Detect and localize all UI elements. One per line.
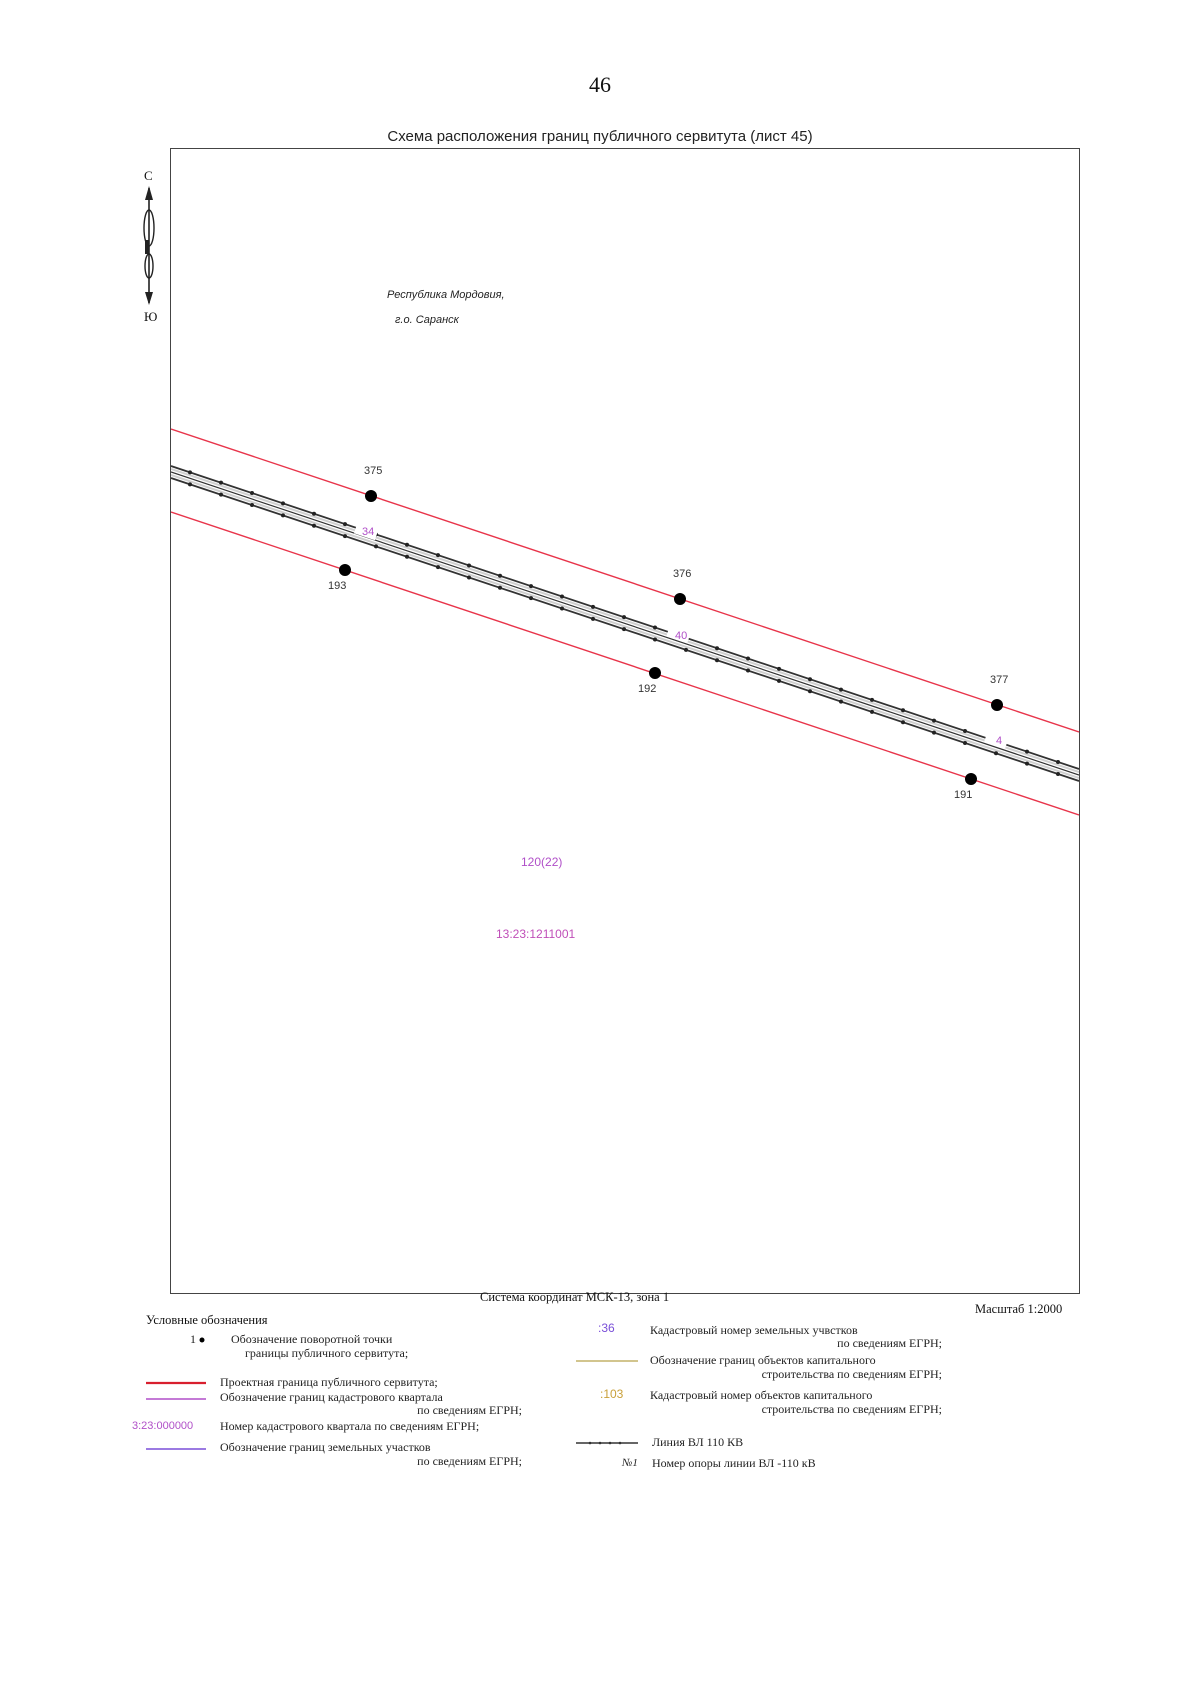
insulator-dot <box>467 575 471 579</box>
servitude-boundary-south <box>171 512 1079 815</box>
tower-label: 40 <box>675 630 688 642</box>
point-label-375: 375 <box>364 465 383 477</box>
legend-point-number: 1 <box>190 1332 196 1346</box>
insulator-dot <box>250 491 254 495</box>
map-scale: Масштаб 1:2000 <box>975 1302 1063 1316</box>
servitude-boundary-north <box>171 429 1079 732</box>
insulator-dot <box>715 658 719 662</box>
insulator-dot <box>932 719 936 723</box>
insulator-dot <box>1056 760 1060 764</box>
insulator-dot <box>808 689 812 693</box>
insulator-dot <box>622 615 626 619</box>
insulator-dot <box>498 586 502 590</box>
insulator-dot <box>994 751 998 755</box>
turning-point-376 <box>674 593 686 605</box>
legend-quarter-number-sample: 3:23:000000 <box>132 1420 194 1432</box>
insulator-dot <box>312 524 316 528</box>
insulator-dot <box>436 565 440 569</box>
power-line <box>171 466 1079 781</box>
legend-quarter-number-text: Номер кадастрового квартала по сведениям ЕГРН; <box>220 1419 480 1433</box>
insulator-dot <box>498 574 502 578</box>
legend-capital-number-text-1: Кадастровый номер объектов капитального <box>650 1388 873 1402</box>
insulator-dot <box>250 503 254 507</box>
insulator-dot <box>405 555 409 559</box>
insulator-dot <box>901 708 905 712</box>
insulator-dot <box>560 606 564 610</box>
insulator-dot <box>653 626 657 630</box>
insulator-dot <box>963 741 967 745</box>
legend-parcel-number-sample: :36 <box>598 1321 615 1335</box>
insulator-dot <box>653 638 657 642</box>
insulator-dot <box>684 648 688 652</box>
insulator-dot <box>281 501 285 505</box>
insulator-dot <box>219 493 223 497</box>
turning-point-375 <box>365 490 377 502</box>
insulator-dot <box>622 627 626 631</box>
coordinate-system: Система координат МСК-13, зона 1 <box>480 1290 670 1304</box>
insulator-dot <box>560 594 564 598</box>
insulator-dot <box>1025 750 1029 754</box>
insulator-dot <box>870 698 874 702</box>
insulator-dot <box>374 544 378 548</box>
insulator-dot <box>529 596 533 600</box>
insulator-dot <box>343 522 347 526</box>
tower-label: 34 <box>362 526 375 538</box>
legend-turning-point-text-2: границы публичного сервитута; <box>245 1346 409 1360</box>
insulator-dot <box>839 700 843 704</box>
insulator-dot <box>870 710 874 714</box>
insulator-dot <box>1025 762 1029 766</box>
insulator-dot <box>405 543 409 547</box>
insulator-dot <box>281 513 285 517</box>
insulator-dot <box>529 584 533 588</box>
region-name: Республика Мордовия, <box>387 289 505 301</box>
point-label-193: 193 <box>328 580 347 592</box>
legend-tower-number-text: Номер опоры линии ВЛ -110 кВ <box>652 1456 816 1470</box>
insulator-dot <box>591 605 595 609</box>
tower-label: 4 <box>996 735 1003 747</box>
insulator-dot <box>343 534 347 538</box>
legend-servitude-text: Проектная граница публичного сервитута; <box>220 1375 438 1389</box>
legend-parcel-number-text-2: по сведениям ЕГРН; <box>837 1336 942 1350</box>
map-title: Схема расположения границ публичного сервитута (лист 45) <box>387 128 813 145</box>
compass-south-label: Ю <box>144 309 158 324</box>
legend-parcel-boundary-text-2: по сведениям ЕГРН; <box>417 1454 522 1468</box>
insulator-dot <box>746 657 750 661</box>
insulator-dot <box>591 617 595 621</box>
point-label-377: 377 <box>990 674 1009 686</box>
north-arrow-icon <box>144 186 154 305</box>
parcel-number-label: 120(22) <box>521 855 563 869</box>
insulator-dot <box>963 729 967 733</box>
legend-power-line-text: Линия ВЛ 110 КВ <box>652 1435 744 1449</box>
insulator-dot <box>777 679 781 683</box>
insulator-dot <box>188 470 192 474</box>
compass-north-label: С <box>144 168 153 183</box>
insulator-dot <box>312 512 316 516</box>
turning-point-191 <box>965 773 977 785</box>
point-label-191: 191 <box>954 789 973 801</box>
point-label-376: 376 <box>673 568 692 580</box>
turning-point-377 <box>991 699 1003 711</box>
insulator-dot <box>467 563 471 567</box>
turning-point-192 <box>649 667 661 679</box>
legend-quarter-boundary-text-2: по сведениям ЕГРН; <box>417 1403 522 1417</box>
legend-parcel-number-text-1: Кадастровый номер земельных учвстков <box>650 1323 858 1337</box>
legend-capital-number-text-2: строительства по сведениям ЕГРН; <box>761 1402 942 1416</box>
insulator-dot <box>436 553 440 557</box>
cadastral-quarter-label: 13:23:1211001 <box>496 927 576 941</box>
insulator-dot <box>808 677 812 681</box>
turning-point-193 <box>339 564 351 576</box>
legend-parcel-boundary-text-1: Обозначение границ земельных участков <box>220 1440 431 1454</box>
page-number: 46 <box>589 72 611 97</box>
insulator-dot <box>777 667 781 671</box>
legend-quarter-boundary-text-1: Обозначение границ кадастрового квартала <box>220 1390 443 1404</box>
insulator-dot <box>746 669 750 673</box>
legend-title: Условные обозначения <box>146 1313 268 1327</box>
insulator-dot <box>188 482 192 486</box>
legend-turning-point-text-1: Обозначение поворотной точки <box>231 1332 393 1346</box>
insulator-dot <box>715 646 719 650</box>
insulator-dot <box>932 731 936 735</box>
legend-tower-number-sample: №1 <box>622 1457 638 1469</box>
insulator-dot <box>1056 772 1060 776</box>
insulator-dot <box>901 720 905 724</box>
legend-capital-number-sample: :103 <box>600 1387 624 1401</box>
legend-capital-boundary-text-1: Обозначение границ объектов капитального <box>650 1353 876 1367</box>
legend-point-symbol <box>200 1338 205 1343</box>
point-label-192: 192 <box>638 683 657 695</box>
legend-capital-boundary-text-2: строительства по сведениям ЕГРН; <box>761 1367 942 1381</box>
insulator-dot <box>839 688 843 692</box>
insulator-dot <box>219 481 223 485</box>
district-name: г.о. Саранск <box>395 314 459 326</box>
